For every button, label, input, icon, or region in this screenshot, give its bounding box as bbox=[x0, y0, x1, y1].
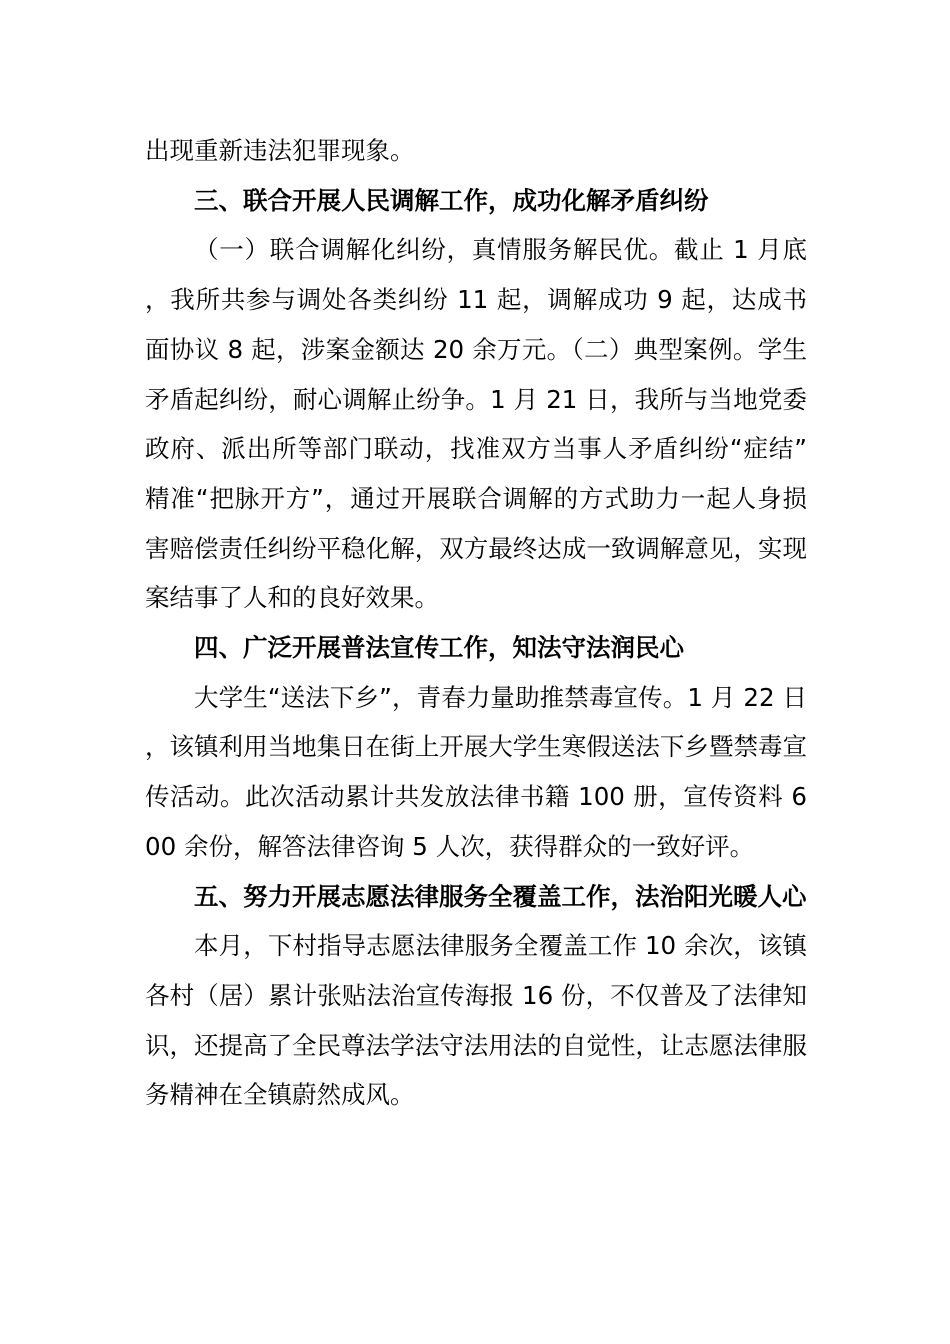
paragraph-volunteer-service: 本月，下村指导志愿法律服务全覆盖工作 10 余次，该镇各村（居）累计张贴法治宣传海报 16 份，不仅普及了法律知识，还提高了全民尊法学法守法用法的自觉性，让志愿法律服务精神在全镇蔚然成风。 bbox=[145, 931, 807, 1110]
section-heading-5: 五、努力开展志愿法律服务全覆盖工作，法治阳光暖人心 bbox=[194, 881, 807, 911]
paragraph-continuation: 出现重新违法犯罪现象。 bbox=[145, 136, 415, 165]
paragraph-legal-publicity: 大学生“送法下乡”，青春力量助推禁毒宣传。1 月 22 日，该镇利用当地集日在街上开展大学生寒假送法下乡暨禁毒宣传活动。此次活动累计共发放法律书籍 100 册，宣传资料 600 余份，解答法律咨询 5 人次，获得群众的一致好评。 bbox=[145, 682, 807, 861]
section-heading-3: 三、联合开展人民调解工作，成功化解矛盾纠纷 bbox=[194, 185, 709, 215]
document-page bbox=[145, 126, 807, 1120]
paragraph-mediation: （一）联合调解化纠纷，真情服务解民优。截止 1 月底，我所共参与调处各类纠纷 11 起，调解成功 9 起，达成书面协议 8 起，涉案金额达 20 余万元。（二）典型案例。学生矛盾起纠纷，耐心调解止纷争。1 月 21 日，我所与当地党委政府、派出所等部门联动，找准双方当事人矛盾纠纷“症结”精准“把脉开方”，通过开展联合调解的方式助力一起人身损害赔偿责任纠纷平稳化解，双方最终达成一致调解意见，实现案结事了人和的良好效果。 bbox=[145, 235, 807, 613]
section-heading-4: 四、广泛开展普法宣传工作，知法守法润民心 bbox=[194, 633, 684, 663]
